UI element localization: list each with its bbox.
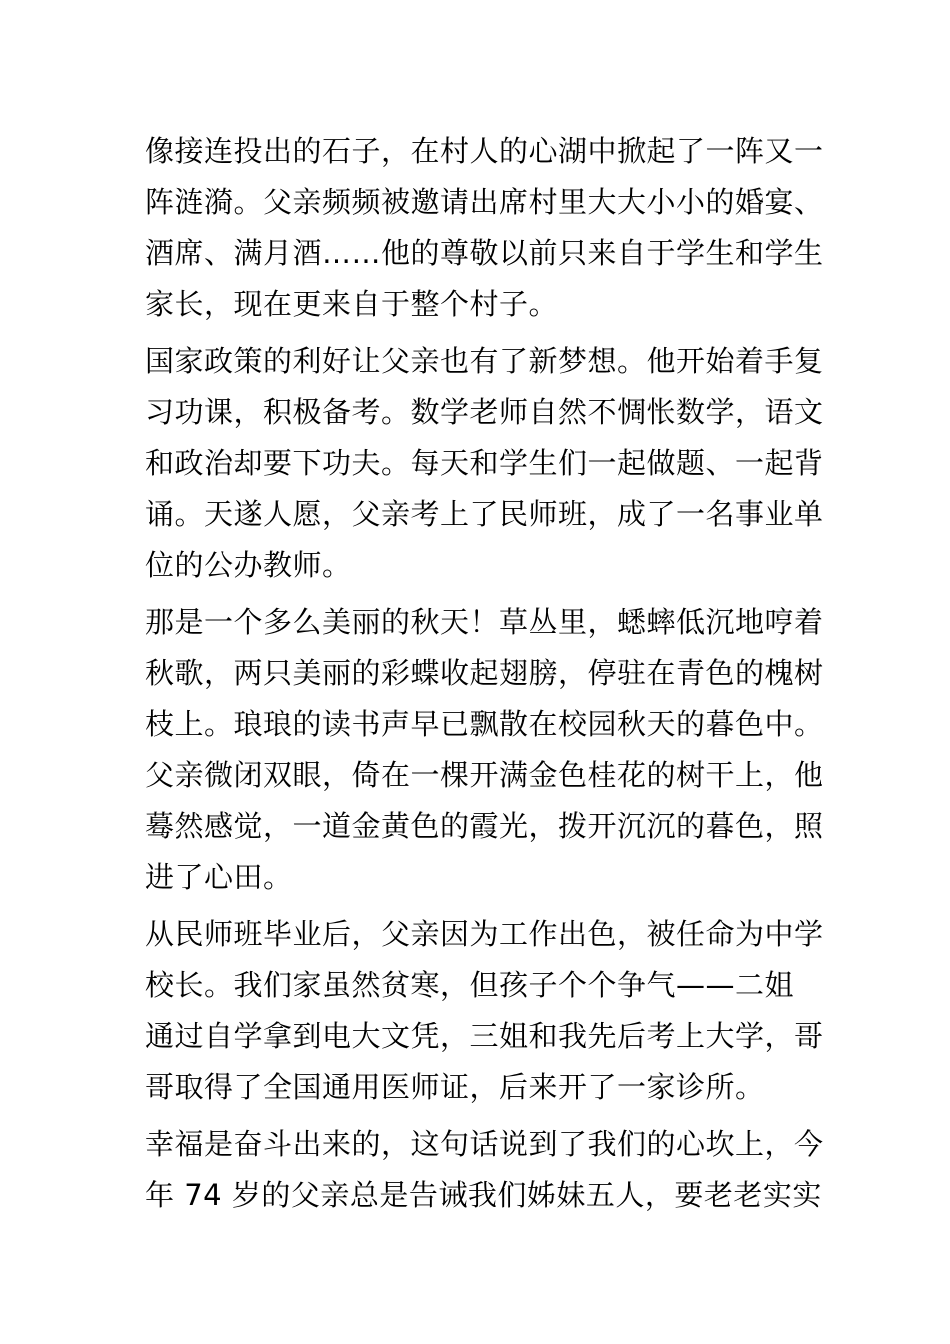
text-line: 校长。我们家虽然贫寒，但孩子个个争气——二姐 [145, 968, 795, 1002]
paragraph-1 [145, 126, 824, 330]
text-line: 酒席、满月酒……他的尊敬以前只来自于学生和学生 [145, 236, 824, 270]
paragraph-3 [145, 597, 824, 903]
text-line: 幸福是奋斗出来的，这句话说到了我们的心坎上，今 [145, 1127, 824, 1161]
text-line: 从民师班毕业后，父亲因为工作出色，被任命为中学 [145, 917, 824, 951]
text-line: 哥取得了全国通用医师证，后来开了一家诊所。 [145, 1070, 765, 1104]
paragraph-5 [145, 1119, 824, 1221]
text-line: 像接连投出的石子，在村人的心湖中掀起了一阵又一 [145, 134, 824, 168]
text-line: 年 74 岁的父亲总是告诫我们姊妹五人，要老老实实 [145, 1178, 822, 1212]
text-line: 家长，现在更来自于整个村子。 [145, 287, 559, 321]
text-line: 通过自学拿到电大文凭，三姐和我先后考上大学，哥 [145, 1019, 824, 1053]
text-line: 那是一个多么美丽的秋天！草丛里，蟋蟀低沉地哼着 [145, 605, 824, 639]
article-body [145, 126, 824, 1227]
text-line: 阵涟漪。父亲频频被邀请出席村里大大小小的婚宴、 [145, 185, 824, 219]
text-line: 进了心田。 [145, 860, 293, 894]
text-line: 诵。天遂人愿，父亲考上了民师班，成了一名事业单 [145, 497, 824, 531]
text-line: 蓦然感觉，一道金黄色的霞光，拨开沉沉的暮色，照 [145, 809, 824, 843]
text-line: 习功课，积极备考。数学老师自然不惆怅数学，语文 [145, 395, 824, 429]
paragraph-4 [145, 909, 824, 1113]
text-line: 枝上。琅琅的读书声早已飘散在校园秋天的暮色中。 [145, 707, 824, 741]
text-line: 和政治却要下功夫。每天和学生们一起做题、一起背 [145, 446, 824, 480]
text-line: 父亲微闭双眼，倚在一棵开满金色桂花的树干上，他 [145, 758, 824, 792]
paragraph-2 [145, 336, 824, 591]
text-line: 国家政策的利好让父亲也有了新梦想。他开始着手复 [145, 344, 824, 378]
text-line: 位的公办教师。 [145, 548, 352, 582]
text-line: 秋歌，两只美丽的彩蝶收起翅膀，停驻在青色的槐树 [145, 656, 824, 690]
